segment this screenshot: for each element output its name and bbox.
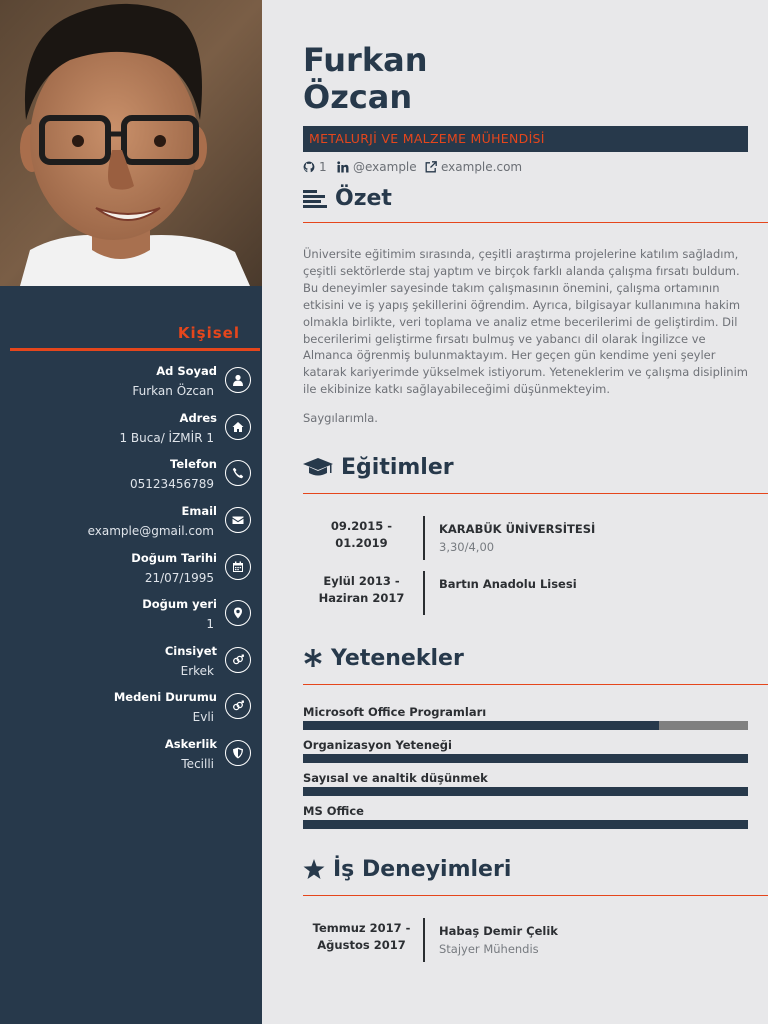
experience-company: Habaş Demir Çelik <box>439 924 558 938</box>
website-link[interactable] <box>425 160 522 174</box>
job-title: METALURJİ VE MALZEME MÜHENDİSİ <box>309 131 545 146</box>
skill-name: MS Office <box>303 804 364 818</box>
timeline-line <box>423 516 425 560</box>
education-date <box>303 573 420 607</box>
github-icon <box>303 161 315 173</box>
full-name <box>303 42 427 116</box>
external-link-icon <box>425 161 437 173</box>
info-label: Adres <box>179 411 217 425</box>
experience-item <box>303 918 748 968</box>
skill-bar-fill <box>303 820 748 829</box>
skill-bar-fill <box>303 721 659 730</box>
linkedin-icon <box>337 161 349 173</box>
info-label: Telefon <box>170 457 217 471</box>
align-left-icon <box>303 190 327 208</box>
education-school: KARABÜK ÜNİVERSİTESİ <box>439 522 596 536</box>
info-label: Doğum yeri <box>142 597 217 611</box>
education-date <box>303 518 420 552</box>
sidebar-section-title: Kişisel <box>177 324 240 342</box>
skill-bar <box>303 787 748 796</box>
info-label: Cinsiyet <box>164 644 217 658</box>
github-text: 1 <box>319 160 327 174</box>
skill-bar <box>303 820 748 829</box>
skill-bar <box>303 754 748 763</box>
info-label: Ad Soyad <box>156 364 217 378</box>
experience-date-end: Ağustos 2017 <box>317 938 406 952</box>
skill-item <box>303 771 748 801</box>
education-item <box>303 571 748 621</box>
profile-photo <box>0 0 262 286</box>
info-value: 1 <box>206 617 214 631</box>
skill-bar-fill <box>303 754 748 763</box>
info-value: Furkan Özcan <box>132 384 214 398</box>
user-icon <box>225 367 251 393</box>
profile-photo-image <box>0 0 262 286</box>
star-icon <box>303 859 325 880</box>
experience-heading <box>303 857 511 882</box>
info-row-phone <box>0 457 262 503</box>
map-pin-icon <box>225 600 251 626</box>
job-title-bar <box>303 126 748 152</box>
info-value: Evli <box>192 710 214 724</box>
education-date-start: 09.2015 - <box>330 519 393 533</box>
skills-heading-text: Yetenekler <box>331 646 464 671</box>
info-value: 1 Buca/ İZMİR 1 <box>119 431 214 445</box>
info-label: Doğum Tarihi <box>131 551 217 565</box>
timeline-line <box>423 918 425 962</box>
info-row-gender <box>0 644 262 690</box>
info-row-birth-place <box>0 597 262 643</box>
education-item <box>303 516 748 566</box>
info-label: Askerlik <box>164 737 217 751</box>
shield-icon <box>225 740 251 766</box>
skill-name: Microsoft Office Programları <box>303 705 487 719</box>
info-label: Email <box>181 504 217 518</box>
info-row-email <box>0 504 262 550</box>
skill-item <box>303 738 748 768</box>
experience-heading-text: İş Deneyimleri <box>333 857 512 882</box>
sidebar <box>0 0 262 1024</box>
info-value: 05123456789 <box>130 477 214 491</box>
education-date-start: Eylül 2013 - <box>323 574 400 588</box>
phone-icon <box>225 460 251 486</box>
education-school: Bartın Anadolu Lisesi <box>439 577 577 591</box>
sidebar-divider <box>10 348 260 351</box>
skill-name: Sayısal ve analtik düşünmek <box>303 771 488 785</box>
experience-date <box>303 920 420 954</box>
experience-divider <box>303 895 768 896</box>
skills-divider <box>303 684 768 685</box>
info-value: Tecilli <box>181 757 214 771</box>
last-name: Özcan <box>303 78 413 116</box>
experience-role: Stajyer Mühendis <box>439 942 539 956</box>
skill-item <box>303 705 748 735</box>
skill-bar-fill <box>303 787 748 796</box>
info-row-name <box>0 364 262 410</box>
info-row-military <box>0 737 262 783</box>
linkedin-link[interactable] <box>337 160 417 174</box>
skills-heading <box>303 646 464 671</box>
asterisk-icon <box>303 649 323 669</box>
home-icon <box>225 414 251 440</box>
info-label: Medeni Durumu <box>113 690 217 704</box>
skill-bar <box>303 721 748 730</box>
education-divider <box>303 493 768 494</box>
experience-date-start: Temmuz 2017 - <box>312 921 411 935</box>
gender-icon <box>225 693 251 719</box>
education-heading-text: Eğitimler <box>341 455 454 480</box>
github-link[interactable] <box>303 160 327 174</box>
graduation-cap-icon <box>303 458 333 478</box>
info-value: 21/07/1995 <box>144 571 214 585</box>
info-row-birth-date <box>0 551 262 597</box>
website-text: example.com <box>441 160 523 174</box>
education-heading <box>303 455 454 480</box>
skill-name: Organizasyon Yeteneği <box>303 738 452 752</box>
summary-heading <box>303 186 392 211</box>
timeline-line <box>423 571 425 615</box>
info-row-address <box>0 411 262 457</box>
summary-text: Üniversite eğitimim sırasında, çeşitli araştırma projelerine katılım sağladım, çeşitli sektörlerde staj yaptım ve birçok farklı alanda çalışma fırsatı buldum. Bu deneyimler sayesinde takım çalışmasının önemini, çalışma ortamının etkisini ve iş yapış şekillerini öğrendim. Ayrıca, bilgisayar kullanımına hakim olmakla birlikte, veri toplama ve analiz etme becerilerimi de geliştirdim. Dil becerilerimi geliştirme fırsatı bulmuş ve yabancı dil olarak İngilizce ve Almanca öğrenmiş bulunmaktayım. Her geçen gün kendime yeni şeyler katarak kariyerimde yükselmek istiyorum. Yeteneklerim ve çalışma disiplinim ile ekibinize katkı sağlayabileceğimi düşünmekteyim. <box>303 247 748 397</box>
skill-item <box>303 804 748 834</box>
main-content <box>262 0 768 1024</box>
calendar-icon <box>225 554 251 580</box>
education-date-end: 01.2019 <box>335 536 388 550</box>
info-value: example@gmail.com <box>87 524 214 538</box>
first-name: Furkan <box>303 41 428 79</box>
gender-icon <box>225 647 251 673</box>
info-row-marital-status <box>0 690 262 736</box>
education-date-end: Haziran 2017 <box>318 591 405 605</box>
summary-divider <box>303 222 768 223</box>
linkedin-text: @example <box>353 160 417 174</box>
summary-heading-text: Özet <box>335 186 392 211</box>
info-value: Erkek <box>180 664 214 678</box>
education-gpa: 3,30/4,00 <box>439 540 495 554</box>
envelope-icon <box>225 507 251 533</box>
summary-closing: Saygılarımla. <box>303 411 378 425</box>
